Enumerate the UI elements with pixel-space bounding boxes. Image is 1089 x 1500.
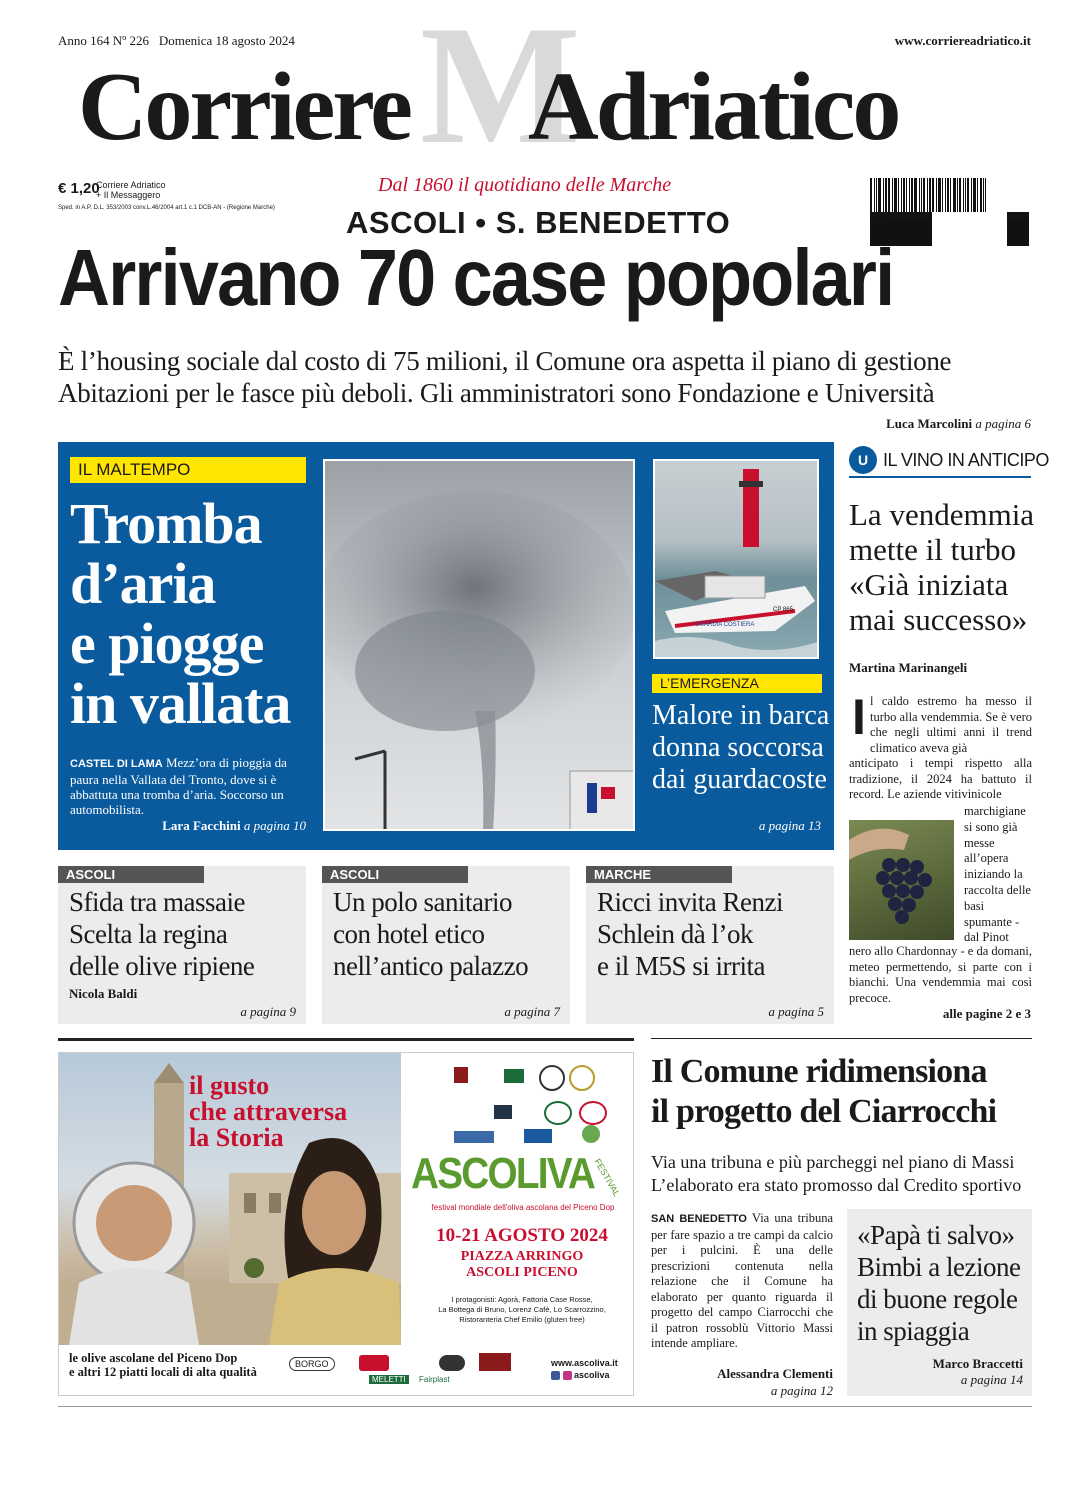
- news-box-headline-l3: nell’antico palazzo: [333, 951, 529, 981]
- maltempo-headline-l3: e piogge: [70, 611, 264, 676]
- ciarrocchi-headline-l1: Il Comune ridimensiona: [651, 1053, 987, 1090]
- ad-protagonists-l1: I protagonisti: Agorà, Fattoria Case Rosse,: [451, 1295, 593, 1304]
- papa-headline-l3: di buone regole: [857, 1284, 1018, 1314]
- vino-author: Martina Marinangeli: [849, 660, 968, 675]
- news-box-page-ref[interactable]: a pagina 9: [240, 1004, 296, 1019]
- sponsor-logo-red: [359, 1355, 389, 1371]
- ascoliva-logo: ASCOLIVA: [411, 1149, 595, 1198]
- papa-headline-l2: Bimbi a lezione: [857, 1252, 1021, 1282]
- barcode-bar: [950, 178, 951, 212]
- partner-logo-6: [544, 1101, 572, 1125]
- partner-logo-5: [494, 1105, 512, 1119]
- barcode-bar: [921, 178, 922, 212]
- boat-hull-text: GUARDIA COSTIERA: [695, 622, 755, 628]
- sponsor-fairplast: Fairplast: [419, 1375, 450, 1384]
- price-block: [58, 180, 166, 200]
- ad-protagonists-l3: Ristoranteria Chef Emilio (gluten free): [459, 1315, 585, 1324]
- vino-dropcap: I: [852, 689, 866, 745]
- vino-headline-l1: La vendemmia: [849, 497, 1035, 532]
- ascoliva-ad[interactable]: [58, 1052, 634, 1396]
- vino-logo-icon: U: [849, 446, 877, 474]
- ad-slogan-l2: che attraversa: [189, 1097, 348, 1126]
- news-box-headline-l1: Sfida tra massaie: [69, 887, 245, 917]
- lead-subtitle-1: È l’housing sociale dal costo di 75 milioni, il Comune ora aspetta il piano di gestione: [58, 346, 952, 376]
- barcode-bar: [892, 178, 893, 212]
- maltempo-place: CASTEL DI LAMA: [70, 758, 163, 770]
- sponsor-borgo: BORGO: [289, 1357, 335, 1371]
- partner-logo-3: [539, 1065, 565, 1091]
- facebook-icon[interactable]: [551, 1371, 560, 1380]
- papa-headline-l1: «Papà ti salvo»: [857, 1220, 1015, 1250]
- news-box[interactable]: [322, 866, 570, 1024]
- vino-headline-l4: mai successo»: [849, 602, 1028, 637]
- partner-logo-9: [524, 1129, 552, 1143]
- barcode-bar: [874, 178, 875, 212]
- section-divider: [58, 1038, 634, 1041]
- tornado-illustration: [325, 461, 635, 831]
- ciarrocchi-page-ref[interactable]: a pagina 12: [770, 1383, 833, 1398]
- ciarrocchi-sub2: L’elaborato era stato promosso dal Credito sportivo: [651, 1175, 1022, 1195]
- ad-protagonists-l2: La Bottega di Bruno, Lorenz Cafè, Lo Scarrozzino,: [438, 1305, 606, 1314]
- title-corriere: Corriere: [78, 53, 410, 161]
- papa-page-ref[interactable]: a pagina 14: [960, 1372, 1023, 1387]
- partner-logo-2: [504, 1069, 524, 1083]
- ascoliva-festival-label: FESTIVAL: [592, 1157, 622, 1199]
- news-box-headline-l1: Un polo sanitario: [333, 887, 512, 917]
- barcode-bar: [953, 178, 956, 212]
- news-box-page-ref[interactable]: a pagina 5: [768, 1004, 824, 1019]
- barcode-bar: [923, 178, 925, 212]
- barcode-bar: [965, 178, 966, 212]
- maltempo-page-ref[interactable]: a pagina 10: [243, 818, 306, 833]
- papa-headline: [857, 1219, 1020, 1347]
- barcode-bar: [898, 178, 899, 212]
- ciarrocchi-sub1: Via una tribuna e più parcheggi nel piano di Massi: [651, 1152, 1015, 1172]
- maltempo-author: Lara Facchini: [162, 818, 241, 833]
- ad-bottom-text: [69, 1351, 257, 1379]
- vino-tag: [849, 446, 1049, 478]
- ad-site: [551, 1357, 618, 1381]
- news-box-headline: [69, 886, 254, 982]
- emergenza-headline-l3: dai guardacoste: [652, 764, 827, 795]
- price: € 1,20: [58, 180, 100, 197]
- barcode-bar: [947, 178, 949, 212]
- watermark-logo: M: [420, 0, 581, 179]
- news-box[interactable]: [586, 866, 834, 1024]
- news-box-headline-l2: Schlein dà l’ok: [597, 919, 753, 949]
- news-box-page-ref[interactable]: a pagina 7: [504, 1004, 560, 1019]
- masthead-title: [78, 53, 1008, 178]
- grapes-photo: [849, 820, 954, 940]
- barcode-bar: [942, 178, 943, 212]
- news-box[interactable]: [58, 866, 306, 1024]
- partner-logo-10: [582, 1125, 600, 1143]
- barcode-bar: [870, 178, 872, 212]
- barcode-number: 9 771590 649412: [870, 212, 932, 246]
- ad-slogan-l1: il gusto: [189, 1071, 270, 1100]
- maltempo-headline-l4: in vallata: [70, 671, 291, 736]
- ad-subtitle: festival mondiale dell'oliva ascolana del Piceno Dop: [431, 1203, 615, 1212]
- barcode-bar: [973, 178, 976, 212]
- ad-partner-logos: [434, 1065, 614, 1145]
- vino-body-top: l caldo estremo ha messo il turbo alla vendemmia. Se è vero che negli ultimi anni il trend climatico aveva già: [870, 694, 1032, 755]
- vino-body-mid: anticipato i tempi rispetto alla tradizione, il 2024 ha battuto il record. Le aziende vitivinicole: [849, 756, 1032, 801]
- lead-headline: Arrivano 70 case popolari: [58, 233, 894, 322]
- ad-place-l1: PIAZZA ARRINGO: [460, 1249, 584, 1264]
- ciarrocchi-headline-l2: il progetto del Ciarrocchi: [651, 1093, 997, 1130]
- bottom-rule: [58, 1406, 1032, 1407]
- partner-logo-7: [579, 1101, 607, 1125]
- ad-protagonists: [409, 1295, 634, 1325]
- news-box-tag: MARCHE: [586, 866, 732, 883]
- barcode-bar: [927, 178, 928, 212]
- partner-logo-4: [569, 1065, 595, 1091]
- papa-author: Marco Braccetti: [932, 1356, 1023, 1371]
- emergenza-page-ref[interactable]: a pagina 13: [758, 818, 821, 833]
- barcode-bar: [971, 178, 972, 212]
- maltempo-body: [70, 755, 308, 817]
- news-box-headline: [597, 886, 783, 982]
- ad-dates: 10-21 AGOSTO 2024: [436, 1225, 608, 1246]
- ad-site-url[interactable]: www.ascoliva.it: [551, 1358, 618, 1368]
- barcode-bar: [980, 178, 982, 212]
- sponsor-logo-maroon: [479, 1353, 511, 1371]
- bundle-line1: Corriere Adriatico: [96, 180, 166, 190]
- maltempo-headline: [70, 491, 291, 736]
- boat-code: CP 865: [773, 607, 793, 613]
- lead-author: Luca Marcolini: [886, 416, 973, 431]
- issue-number: Anno 164 Nº 226: [58, 33, 150, 48]
- barcode-bar: [932, 178, 934, 212]
- vino-headline: [849, 497, 1034, 637]
- issue-date: Domenica 18 agosto 2024: [158, 33, 295, 48]
- vino-page-ref[interactable]: alle pagine 2 e 3: [942, 1006, 1031, 1021]
- vino-headline-l3: «Già iniziata: [849, 567, 1009, 602]
- vino-body-end: nero allo Chardonnay - e da domani, meteo permettendo, si parte con i bianchi. Una vendemmia mai così precoce.: [849, 944, 1032, 1005]
- ciarrocchi-place: SAN BENEDETTO: [651, 1213, 747, 1225]
- maltempo-text: Mezz’ora di pioggia da paura nella Vallata del Tronto, dove si è abbattuta una tromba d’aria. Soccorso un automobilista.: [70, 755, 287, 817]
- barcode-bar: [911, 178, 913, 212]
- news-box-headline-l1: Ricci invita Renzi: [597, 887, 783, 917]
- news-box-headline-l2: con hotel etico: [333, 919, 485, 949]
- barcode-bar: [929, 178, 931, 212]
- news-box-headline: [333, 886, 528, 982]
- news-box-tag: ASCOLI: [322, 866, 468, 883]
- news-box-headline-l3: delle olive ripiene: [69, 951, 255, 981]
- ad-slogan: [189, 1073, 347, 1151]
- ad-place: [409, 1249, 634, 1281]
- partner-logo-1: [454, 1067, 468, 1083]
- ad-brand: [411, 1149, 633, 1209]
- barcode-bar: [983, 178, 984, 212]
- grapes-illustration: [849, 820, 954, 940]
- emergenza-tag: L’EMERGENZA: [652, 674, 822, 693]
- tornado-photo: [323, 459, 635, 831]
- barcode-bar: [936, 178, 937, 212]
- maltempo-byline: [162, 818, 306, 834]
- ciarrocchi-headline: [651, 1052, 996, 1132]
- vino-body-side: marchigiane si sono già messe all’opera iniziando la raccolta delle basi spumante - dal Pinot: [964, 804, 1031, 945]
- barcode-bar: [963, 178, 964, 212]
- barcode-bar: [903, 178, 905, 212]
- ad-slogan-l3: la Storia: [189, 1123, 284, 1152]
- barcode-bar: [945, 178, 946, 212]
- barcode-bar: [914, 178, 917, 212]
- ad-bottom-l1: le olive ascolane del Piceno Dop: [69, 1351, 238, 1365]
- barcode-bar: [885, 178, 887, 212]
- maltempo-tag: IL MALTEMPO: [70, 457, 306, 483]
- barcode-bar: [959, 178, 961, 212]
- postal-info: Sped. in A.P. D.L. 353/2003 conv.L.46/2004 art.1 c.1 DCB-AN - (Regione Marche): [58, 205, 275, 211]
- bundle-line2: + Il Messaggero: [96, 190, 161, 200]
- vino-headline-l2: mette il turbo: [849, 532, 1017, 567]
- maltempo-headline-l2: d’aria: [70, 551, 216, 616]
- news-box-headline-l3: e il M5S si irrita: [597, 951, 765, 981]
- lead-byline: [886, 416, 1031, 432]
- lead-subtitle-2: Abitazioni per le fasce più deboli. Gli amministratori sono Fondazione e Università: [58, 378, 935, 408]
- papa-headline-l4: in spiaggia: [857, 1316, 970, 1346]
- title-adriatico: Adriatico: [528, 53, 899, 161]
- sponsor-meletti: MELETTI: [369, 1375, 409, 1384]
- edition-label: ASCOLI • S. BENEDETTO: [346, 205, 731, 240]
- ciarrocchi-body: [651, 1211, 833, 1352]
- barcode: [870, 178, 1030, 246]
- news-box-tag: ASCOLI: [58, 866, 204, 883]
- barcode-bar: [876, 178, 877, 212]
- vino-tag-label: IL VINO IN ANTICIPO: [883, 450, 1049, 470]
- tagline: Dal 1860 il quotidiano delle Marche: [378, 174, 672, 196]
- partner-logo-8: [454, 1131, 494, 1143]
- barcode-bar: [967, 178, 969, 212]
- issue-info: [58, 33, 295, 49]
- barcode-bar: [909, 178, 910, 212]
- ad-sponsor-logos: [289, 1353, 529, 1389]
- barcode-bar: [888, 178, 890, 212]
- instagram-icon[interactable]: [563, 1371, 572, 1380]
- emergenza-headline: [652, 700, 829, 796]
- barcode-bar: [883, 178, 884, 212]
- sponsor-logo-dark: [439, 1355, 465, 1371]
- ad-bottom-l2: e altri 12 piatti locali di alta qualità: [69, 1365, 257, 1379]
- barcode-bar: [985, 178, 986, 212]
- barcode-bar: [894, 178, 897, 212]
- boat-photo: [653, 459, 819, 659]
- emergenza-headline-l1: Malore in barca: [652, 700, 830, 731]
- barcode-bar: [919, 178, 920, 212]
- emergenza-headline-l2: donna soccorsa: [652, 732, 824, 763]
- barcode-issue: 40818: [1007, 212, 1029, 246]
- ad-place-l2: ASCOLI PICENO: [466, 1265, 578, 1280]
- barcode-bar: [938, 178, 941, 212]
- barcode-bar: [977, 178, 978, 212]
- ciarrocchi-author: Alessandra Clementi: [717, 1366, 833, 1381]
- ciarrocchi-subtitle: [651, 1151, 1021, 1197]
- ciarrocchi-text: Via una tribuna per fare spazio a tre campi da calcio per i pulcini. È una delle prescrizioni contenuta nella relazione che il Comune ha elaborato per quanto riguarda il progetto del campo Ciarrocchi che il patron rossoblù Vittorio Massi intende ampliare.: [651, 1211, 834, 1350]
- barcode-bar: [906, 178, 907, 212]
- barcode-bar: [878, 178, 881, 212]
- news-box-author: Nicola Baldi: [69, 986, 138, 1001]
- barcode-bar: [901, 178, 902, 212]
- ad-social-handle: ascoliva: [574, 1370, 610, 1380]
- barcode-bar: [957, 178, 958, 212]
- section-divider-right: [651, 1038, 1032, 1039]
- website-link[interactable]: www.corriereadriatico.it: [894, 33, 1031, 48]
- news-box-headline-l2: Scelta la regina: [69, 919, 228, 949]
- maltempo-headline-l1: Tromba: [70, 491, 262, 556]
- boat-illustration: [655, 461, 819, 659]
- lead-page-ref[interactable]: a pagina 6: [975, 416, 1031, 431]
